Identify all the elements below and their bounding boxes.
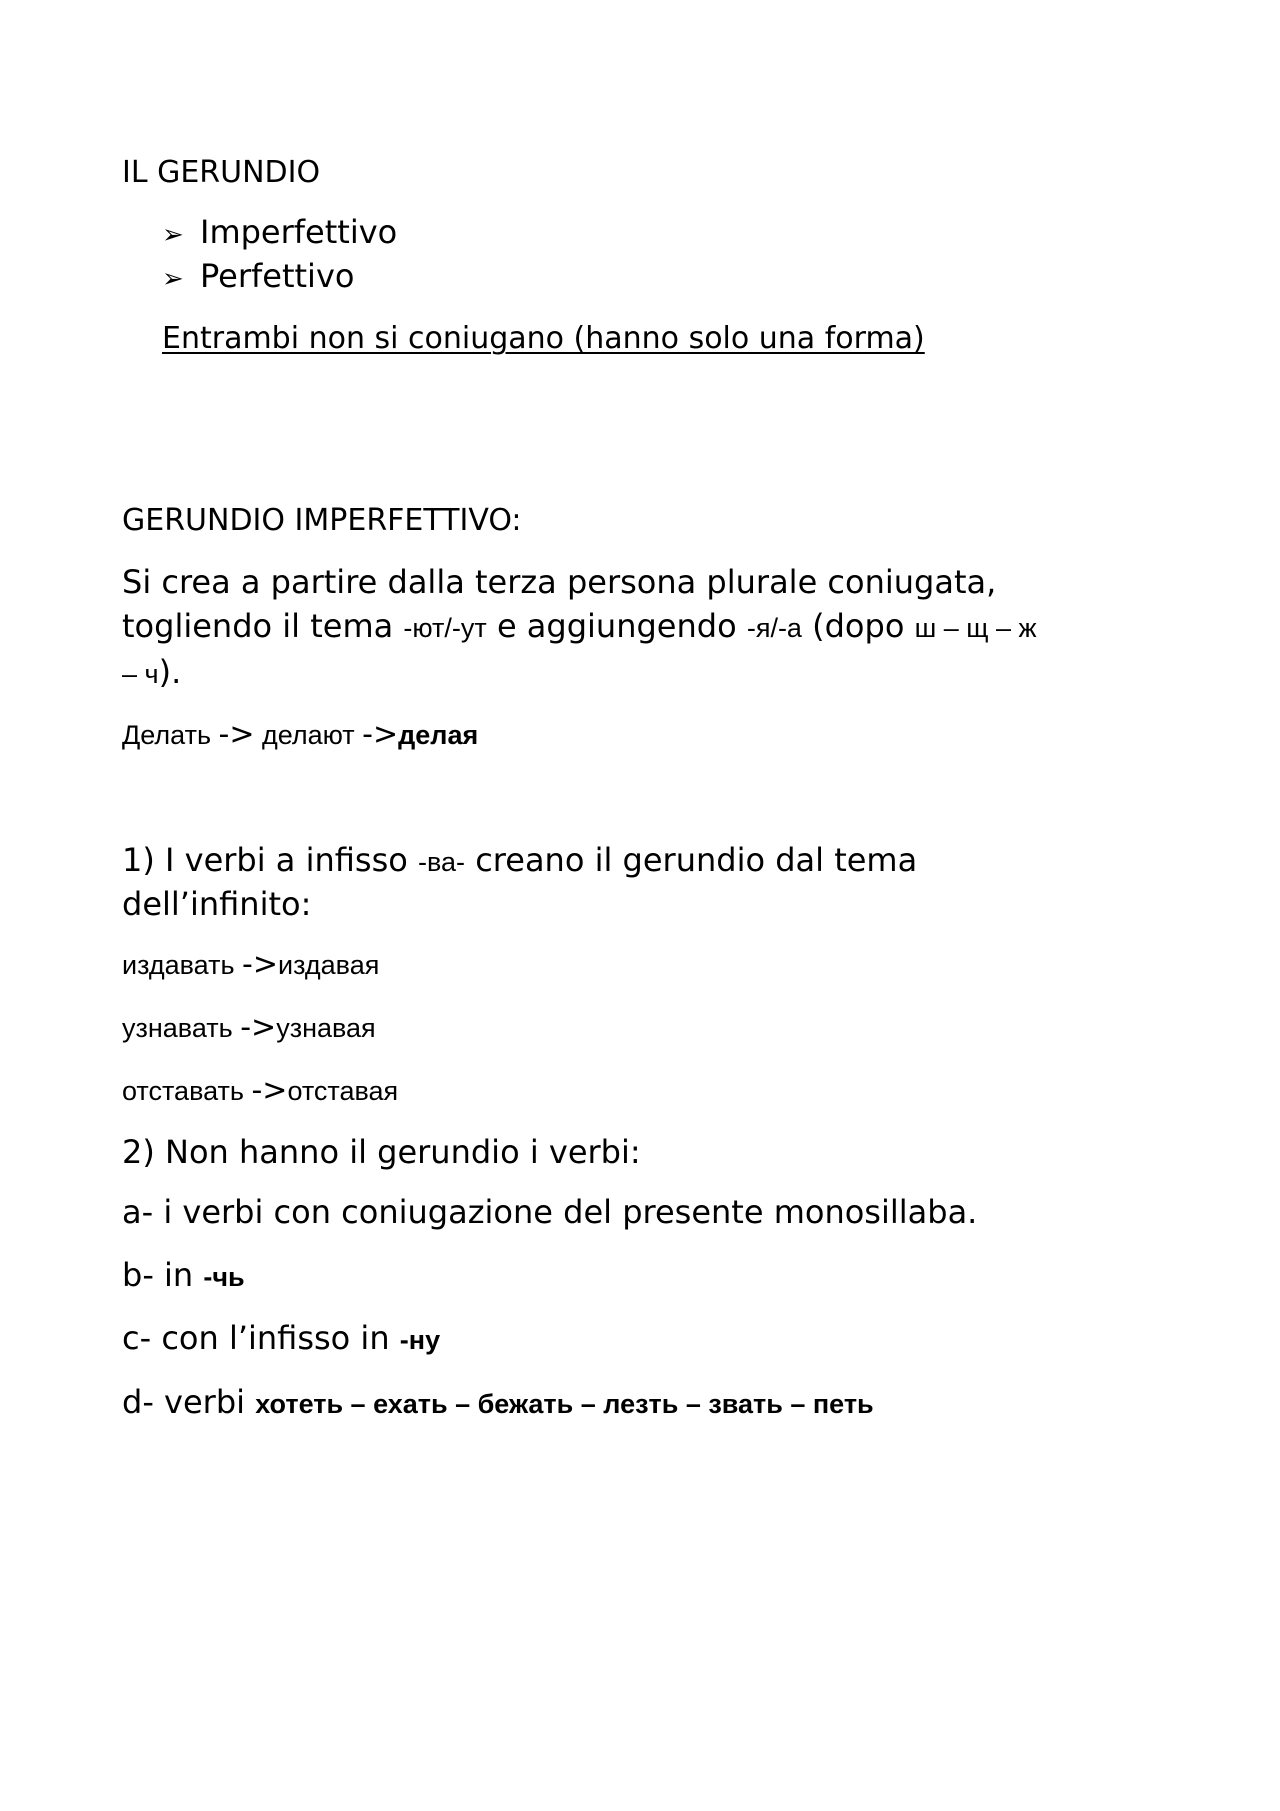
arrow-text: -> bbox=[242, 947, 279, 982]
exception-d bbox=[122, 1383, 874, 1421]
point2-heading: 2) Non hanno il gerundio i verbi: bbox=[122, 1133, 641, 1171]
suffix-text: -я/-а bbox=[746, 613, 802, 643]
gerund-result: издавая bbox=[278, 950, 380, 980]
text: e aggiungendo bbox=[486, 607, 747, 645]
verb-infinitive: издавать bbox=[122, 950, 243, 980]
verb-present-plural: делают bbox=[254, 720, 363, 750]
arrow-bullet-icon: ➢ bbox=[162, 264, 184, 294]
example-uznavat bbox=[122, 1010, 376, 1045]
bullet-label: Perfettivo bbox=[200, 257, 355, 295]
consonants-text: ш – щ – ж bbox=[914, 613, 1037, 643]
text: d- verbi bbox=[122, 1383, 256, 1421]
gerund-result: делая bbox=[398, 720, 479, 750]
point1-line-1 bbox=[122, 841, 918, 879]
verb-infinitive: Делать bbox=[122, 720, 219, 750]
text: 1) I verbi a infisso bbox=[122, 841, 418, 879]
arrow-text: -> bbox=[240, 1010, 277, 1045]
bold-suffix: -чь bbox=[203, 1262, 245, 1292]
underlined-note: Entrambi non si coniugano (hanno solo una forma) bbox=[162, 321, 925, 356]
document-title: IL GERUNDIO bbox=[122, 155, 321, 190]
example-otstavat bbox=[122, 1073, 399, 1108]
rule-line-1: Si crea a partire dalla terza persona plurale coniugata, bbox=[122, 563, 997, 601]
verb-infinitive: узнавать bbox=[122, 1013, 241, 1043]
verb-infinitive: отставать bbox=[122, 1076, 252, 1106]
bold-suffix: -ну bbox=[399, 1325, 441, 1355]
exception-a: a- i verbi con coniugazione del presente monosillaba. bbox=[122, 1193, 978, 1231]
bullet-item-perfettivo bbox=[162, 257, 355, 295]
suffix-text: -ют/-ут bbox=[403, 613, 487, 643]
arrow-text: -> bbox=[218, 717, 255, 752]
bold-verb-list: хотеть – ехать – бежать – лезть – звать – петь bbox=[255, 1389, 874, 1419]
gerund-result: отставая bbox=[287, 1076, 399, 1106]
gerund-result: узнавая bbox=[276, 1013, 376, 1043]
rule-line-3 bbox=[122, 653, 182, 691]
infix-text: -ва- bbox=[417, 847, 466, 877]
example-izdavat bbox=[122, 947, 380, 982]
point1-line-2: dell’infinito: bbox=[122, 885, 312, 923]
arrow-bullet-icon: ➢ bbox=[162, 220, 184, 250]
text: togliendo il tema bbox=[122, 607, 404, 645]
text: ). bbox=[158, 653, 182, 691]
text: b- in bbox=[122, 1256, 204, 1294]
exception-b bbox=[122, 1256, 245, 1294]
rule-line-2 bbox=[122, 607, 1037, 645]
text: creano il gerundio dal tema bbox=[465, 841, 918, 879]
example-delat bbox=[122, 717, 479, 752]
arrow-text: -> bbox=[251, 1073, 288, 1108]
bullet-label: Imperfettivo bbox=[200, 213, 398, 251]
text: c- con l’infisso in bbox=[122, 1319, 400, 1357]
consonants-text: – ч bbox=[122, 659, 159, 689]
bullet-item-imperfettivo bbox=[162, 213, 398, 251]
arrow-text: -> bbox=[362, 717, 399, 752]
section-heading: GERUNDIO IMPERFETTIVO: bbox=[122, 503, 522, 538]
exception-c bbox=[122, 1319, 441, 1357]
text: (dopo bbox=[801, 607, 915, 645]
